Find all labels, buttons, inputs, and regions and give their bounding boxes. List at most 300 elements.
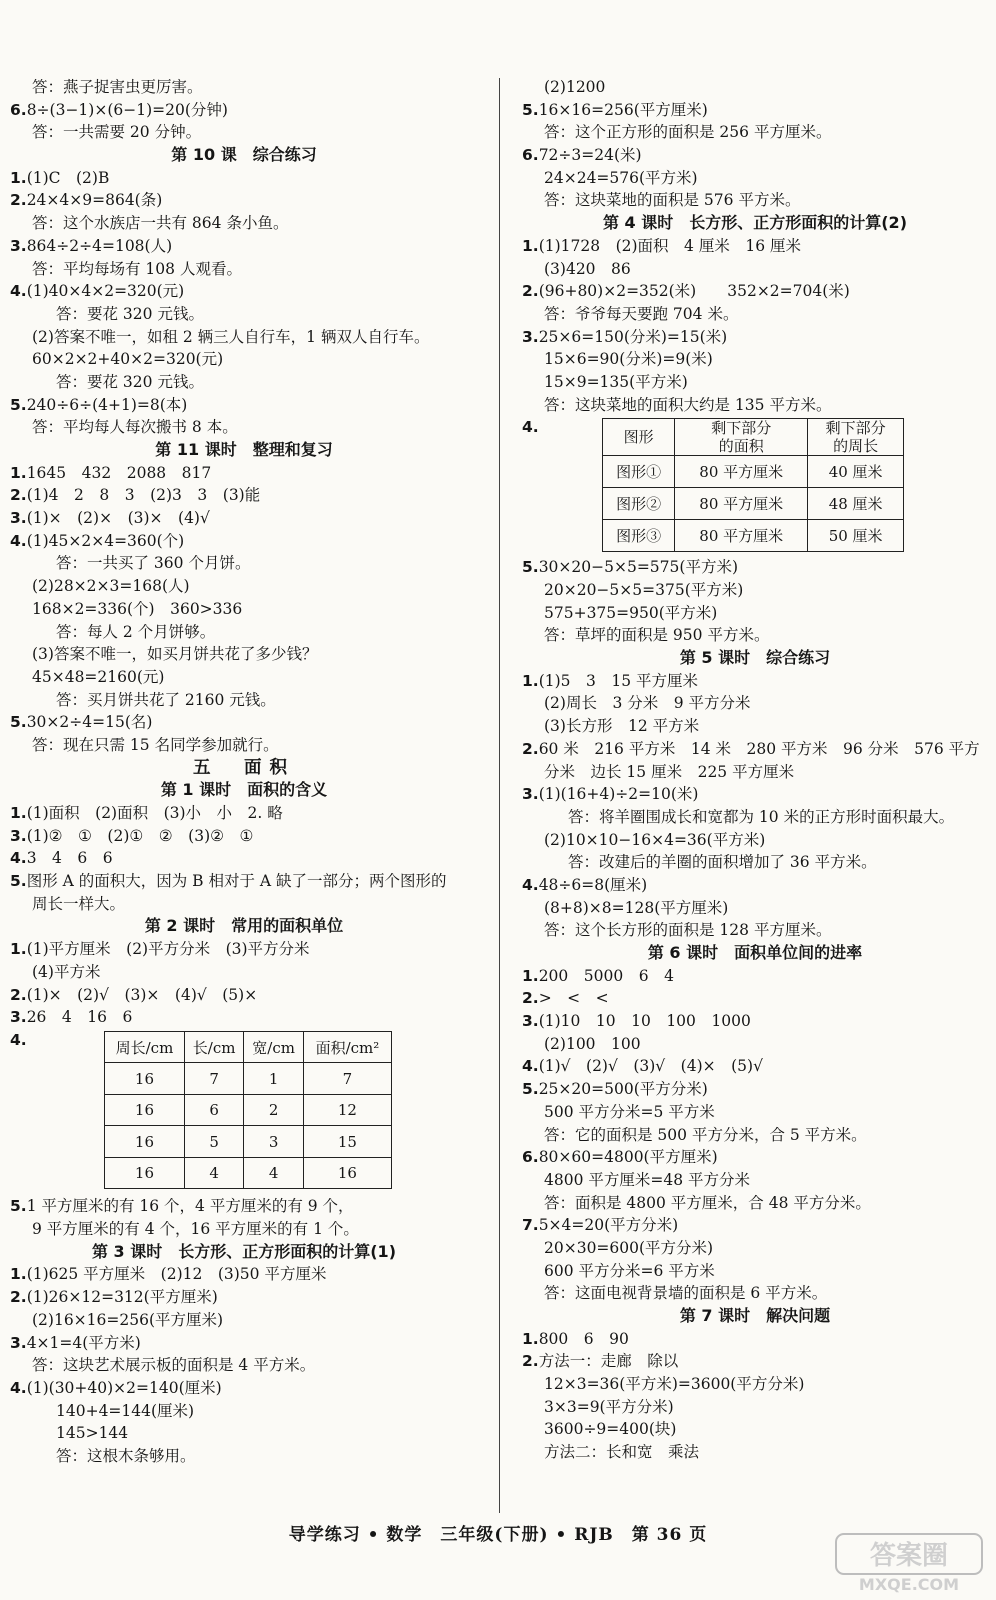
answer-line bbox=[522, 919, 988, 942]
question-number: 1. bbox=[522, 1329, 539, 1348]
question-number: 1. bbox=[10, 940, 27, 959]
answer-table-block bbox=[522, 418, 988, 552]
line-text: 16×16=256(平方厘米) bbox=[538, 100, 708, 119]
question-line bbox=[10, 1263, 478, 1286]
table-cell: 3 bbox=[244, 1126, 303, 1158]
question-line bbox=[10, 984, 478, 1007]
line-text: 答：这块菜地的面积大约是 135 平方米。 bbox=[544, 395, 832, 414]
line-text: 分米 边长 15 厘米 225 平方厘米 bbox=[544, 762, 795, 781]
line-text: 800 6 90 bbox=[538, 1329, 629, 1348]
answer-line bbox=[522, 394, 988, 417]
question-line bbox=[10, 938, 478, 961]
table-cell: 40 厘米 bbox=[808, 456, 904, 488]
answer-line bbox=[10, 734, 478, 757]
question-number: 6. bbox=[10, 100, 27, 119]
section-heading: 第 7 课时 解决问题 bbox=[679, 1306, 831, 1325]
table-row bbox=[603, 488, 904, 520]
answer-line bbox=[522, 715, 988, 738]
line-text: (1)C (2)B bbox=[26, 168, 110, 187]
question-line bbox=[10, 825, 478, 848]
table-row bbox=[603, 456, 904, 488]
line-text: 25×6=150(分米)=15(米) bbox=[538, 327, 728, 346]
line-text: 200 5000 6 4 bbox=[538, 966, 674, 985]
answer-line bbox=[522, 1033, 988, 1056]
line-text: 图形 A 的面积大，因为 B 相对于 A 缺了一部分；两个图形的 bbox=[26, 872, 447, 891]
question-number: 7. bbox=[522, 1216, 539, 1235]
question-line bbox=[522, 874, 988, 897]
line-text: 答：平均每场有 108 人观看。 bbox=[32, 259, 242, 278]
line-text: 答：将羊圈围成长和宽都为 10 米的正方形时面积最大。 bbox=[568, 807, 955, 826]
answer-line bbox=[10, 371, 478, 394]
question-number: 5. bbox=[10, 713, 27, 732]
question-line bbox=[10, 235, 478, 258]
line-text: 575+375=950(平方米) bbox=[544, 603, 718, 622]
table-cell: 6 bbox=[184, 1094, 243, 1126]
table-header-cell: 图形 bbox=[603, 419, 675, 456]
table-cell: 2 bbox=[244, 1094, 303, 1126]
line-text: 20×30=600(平方分米) bbox=[544, 1238, 714, 1257]
line-text: (3)长方形 12 平方米 bbox=[544, 717, 700, 736]
question-number: 3. bbox=[10, 826, 27, 845]
question-line bbox=[522, 783, 988, 806]
line-text: (1)5 3 15 平方厘米 bbox=[538, 671, 699, 690]
line-text: 周长一样大。 bbox=[32, 894, 126, 913]
line-text: 答：这个正方形的面积是 256 平方厘米。 bbox=[544, 123, 832, 142]
line-text: (1)45×2×4=360(个) bbox=[26, 531, 185, 550]
table-cell: 7 bbox=[303, 1063, 391, 1095]
question-number: 6. bbox=[522, 1148, 539, 1167]
line-text: (2)周长 3 分米 9 平方分米 bbox=[544, 694, 751, 713]
line-text: 答：平均每人每次搬书 8 本。 bbox=[32, 418, 238, 437]
question-line bbox=[522, 1328, 988, 1351]
line-text: 答：要花 320 元钱。 bbox=[56, 304, 204, 323]
table-cell: 16 bbox=[105, 1126, 185, 1158]
line-text: (2)16×16=256(平方厘米) bbox=[32, 1310, 224, 1329]
question-number: 5. bbox=[522, 100, 539, 119]
question-number: 4. bbox=[522, 418, 539, 437]
question-number: 5. bbox=[10, 872, 27, 891]
question-number: 5. bbox=[10, 395, 27, 414]
line-text: 答：燕子捉害虫更厉害。 bbox=[32, 78, 203, 96]
answer-line bbox=[10, 76, 478, 99]
section-heading: 第 11 课时 整理和复习 bbox=[155, 440, 333, 459]
question-line bbox=[522, 1146, 988, 1169]
table-cell: 图形② bbox=[603, 488, 675, 520]
question-number: 2. bbox=[522, 1352, 539, 1371]
answer-line bbox=[10, 666, 478, 689]
line-text: 答：爷爷每天要跑 704 米。 bbox=[544, 304, 739, 323]
line-text: (2)答案不唯一，如租 2 辆三人自行车，1 辆双人自行车。 bbox=[32, 327, 430, 346]
table-cell: 图形① bbox=[603, 456, 675, 488]
question-number: 5. bbox=[522, 558, 539, 577]
line-text: 答：每人 2 个月饼够。 bbox=[56, 622, 216, 641]
question-number: 2. bbox=[522, 739, 539, 758]
line-text: 24×24=576(平方米) bbox=[544, 168, 698, 187]
answer-line bbox=[522, 761, 988, 784]
question-line bbox=[10, 1286, 478, 1309]
line-text: 4800 平方厘米=48 平方分米 bbox=[544, 1170, 751, 1189]
line-text: 答：这块菜地的面积是 576 平方米。 bbox=[544, 191, 801, 210]
table-header-cell: 宽/cm bbox=[244, 1031, 303, 1063]
line-text: 30×2÷4=15(名) bbox=[26, 713, 153, 732]
answer-line bbox=[522, 602, 988, 625]
line-text: 45×48=2160(元) bbox=[32, 667, 165, 686]
line-text: 答：买月饼共花了 2160 元钱。 bbox=[56, 690, 276, 709]
line-text: (1)× (2)× (3)× (4)√ bbox=[26, 509, 210, 528]
line-text: 60×2×2+40×2=320(元) bbox=[32, 350, 224, 369]
line-text: (1)(16+4)÷2=10(米) bbox=[538, 785, 699, 804]
question-line bbox=[10, 462, 478, 485]
answer-line bbox=[522, 897, 988, 920]
answer-line bbox=[10, 348, 478, 371]
right-column bbox=[522, 76, 988, 1464]
line-text: 30×20−5×5=575(平方米) bbox=[538, 558, 738, 577]
line-text: (8+8)×8=128(平方厘米) bbox=[544, 898, 729, 917]
question-number: 4. bbox=[522, 875, 539, 894]
section-heading: 第 10 课 综合练习 bbox=[171, 145, 317, 165]
question-line bbox=[522, 1214, 988, 1237]
question-line bbox=[10, 280, 478, 303]
line-text: 240÷6÷(4+1)=8(本) bbox=[26, 395, 188, 414]
question-line bbox=[10, 394, 478, 417]
line-text: (1)② ① (2)① ② (3)② ① bbox=[26, 826, 254, 845]
line-text: (3)答案不唯一，如买月饼共花了多少钱？ bbox=[32, 645, 318, 664]
table-row bbox=[105, 1157, 392, 1189]
line-text: (1)10 10 10 100 1000 bbox=[538, 1012, 751, 1031]
table-cell: 16 bbox=[105, 1094, 185, 1126]
remaining-area-table bbox=[602, 418, 904, 552]
answer-line bbox=[10, 575, 478, 598]
answer-line bbox=[522, 371, 988, 394]
line-text: 5×4=20(平方分米) bbox=[538, 1216, 679, 1235]
section-heading: 第 3 课时 长方形、正方形面积的计算(1) bbox=[91, 1241, 397, 1261]
question-line bbox=[10, 189, 478, 212]
line-text: 600 平方分米=6 平方米 bbox=[544, 1261, 715, 1280]
table-cell: 5 bbox=[184, 1126, 243, 1158]
line-text: 500 平方分米=5 平方米 bbox=[544, 1102, 715, 1121]
question-number: 2. bbox=[522, 282, 539, 301]
question-line bbox=[522, 670, 988, 693]
question-number: 3. bbox=[522, 327, 539, 346]
question-line bbox=[522, 1010, 988, 1033]
line-text: (96+80)×2=352(米) 352×2=704(米) bbox=[538, 282, 850, 301]
svg-text:MXQE.COM: MXQE.COM bbox=[858, 1575, 960, 1594]
question-line bbox=[10, 99, 478, 122]
table-cell: 1 bbox=[244, 1063, 303, 1095]
line-text: 答：这个长方形的面积是 128 平方厘米。 bbox=[544, 921, 832, 940]
answer-line bbox=[10, 621, 478, 644]
question-number: 4. bbox=[10, 282, 27, 301]
line-text: 145>144 bbox=[56, 1424, 129, 1443]
line-text: 25×20=500(平方分米) bbox=[538, 1080, 708, 1099]
table-cell: 16 bbox=[105, 1063, 185, 1095]
svg-text:答案圈: 答案圈 bbox=[869, 1541, 949, 1571]
line-text: (1)26×12=312(平方厘米) bbox=[26, 1288, 218, 1307]
line-text: 1645 432 2088 817 bbox=[26, 463, 212, 482]
question-number: 1. bbox=[522, 671, 539, 690]
line-text: 20×20−5×5=375(平方米) bbox=[544, 581, 744, 599]
answer-line bbox=[522, 1418, 988, 1441]
question-line bbox=[522, 1055, 988, 1078]
question-line bbox=[522, 987, 988, 1010]
line-text: 方法一：走廊 除以 bbox=[538, 1352, 679, 1371]
section-heading: 第 5 课时 综合练习 bbox=[679, 648, 831, 668]
line-text: 48÷6=8(厘米) bbox=[538, 875, 648, 894]
line-text: 方法二：长和宽 乘法 bbox=[544, 1443, 700, 1462]
line-text: 9 平方厘米的有 4 个，16 平方厘米的有 1 个。 bbox=[32, 1220, 359, 1239]
question-line bbox=[522, 1350, 988, 1373]
answer-line bbox=[522, 121, 988, 144]
line-text: (1)× (2)√ (3)× (4)√ (5)× bbox=[26, 985, 258, 1004]
answer-line bbox=[10, 1309, 478, 1332]
answer-line bbox=[10, 1445, 478, 1468]
question-line bbox=[10, 507, 478, 530]
question-number: 4. bbox=[10, 531, 27, 550]
line-text: 答：要花 320 元钱。 bbox=[56, 372, 204, 391]
table-header-cell: 长/cm bbox=[184, 1031, 243, 1063]
table-cell: 7 bbox=[184, 1063, 243, 1095]
line-text: 答：这根木条够用。 bbox=[56, 1446, 196, 1465]
question-number: 1. bbox=[522, 236, 539, 255]
answer-line bbox=[522, 1192, 988, 1215]
table-cell: 4 bbox=[184, 1157, 243, 1189]
question-line bbox=[10, 167, 478, 190]
question-number: 1. bbox=[10, 168, 27, 187]
question-number: 2. bbox=[10, 1288, 27, 1307]
answer-line bbox=[522, 189, 988, 212]
answer-line bbox=[522, 1101, 988, 1124]
page-footer: 导学练习 • 数学 三年级(下册) • RJB 第 36 页 bbox=[288, 1525, 708, 1545]
question-number: 3. bbox=[10, 236, 27, 255]
answer-line bbox=[10, 598, 478, 621]
section-heading: 第 6 课时 面积单位间的进率 bbox=[647, 943, 863, 962]
line-text: (1)√ (2)√ (3)√ (4)× (5)√ bbox=[538, 1057, 763, 1076]
question-number: 5. bbox=[10, 1197, 27, 1216]
line-text: 60 米 216 平方米 14 米 280 平方米 96 分米 576 平方 bbox=[538, 739, 980, 758]
question-number: 4. bbox=[10, 1030, 27, 1049]
table-cell: 15 bbox=[303, 1126, 391, 1158]
question-line bbox=[10, 1006, 478, 1029]
line-text: > < < bbox=[538, 989, 609, 1008]
section-heading: 第 1 课时 面积的含义 bbox=[160, 780, 328, 800]
table-cell: 80 平方厘米 bbox=[675, 488, 808, 520]
line-text: (1)40×4×2=320(元) bbox=[26, 282, 185, 301]
question-number: 1. bbox=[10, 804, 27, 822]
table-cell: 50 厘米 bbox=[808, 520, 904, 552]
line-text: 864÷2÷4=108(人) bbox=[26, 236, 173, 255]
table-cell: 16 bbox=[303, 1157, 391, 1189]
question-number: 3. bbox=[10, 1333, 27, 1352]
answer-line bbox=[10, 303, 478, 326]
answer-line bbox=[10, 416, 478, 439]
answer-line bbox=[522, 1282, 988, 1305]
question-line bbox=[522, 556, 988, 579]
left-column bbox=[10, 76, 478, 1468]
answer-line bbox=[10, 893, 478, 916]
answer-line bbox=[522, 1169, 988, 1192]
answer-line bbox=[522, 1260, 988, 1283]
question-number: 1. bbox=[10, 463, 27, 482]
line-text: 80×60=4800(平方厘米) bbox=[538, 1148, 718, 1167]
line-text: 26 4 16 6 bbox=[26, 1008, 133, 1027]
question-number: 4. bbox=[522, 1057, 539, 1076]
question-number: 3. bbox=[10, 509, 27, 528]
line-text: 3×3=9(平方分米) bbox=[544, 1397, 674, 1416]
question-line bbox=[10, 1332, 478, 1355]
question-line bbox=[522, 1078, 988, 1101]
table-cell: 16 bbox=[105, 1157, 185, 1189]
line-text: 答：面积是 4800 平方厘米，合 48 平方分米。 bbox=[544, 1193, 871, 1212]
table-cell: 4 bbox=[244, 1157, 303, 1189]
answer-line bbox=[10, 961, 478, 984]
question-number: 2. bbox=[10, 191, 27, 210]
question-number: 4. bbox=[10, 849, 27, 868]
question-line bbox=[522, 965, 988, 988]
line-text: 答：改建后的羊圈的面积增加了 36 平方米。 bbox=[568, 853, 877, 872]
answer-line bbox=[522, 1237, 988, 1260]
question-line bbox=[522, 99, 988, 122]
answer-line bbox=[522, 692, 988, 715]
table-header-cell: 剩下部分 的周长 bbox=[808, 419, 904, 456]
question-line bbox=[522, 144, 988, 167]
question-number: 2. bbox=[10, 486, 27, 505]
line-text: (1)(30+40)×2=140(厘米) bbox=[26, 1378, 222, 1397]
question-number: 3. bbox=[522, 1012, 539, 1031]
table-cell: 80 平方厘米 bbox=[675, 520, 808, 552]
line-text: (1)面积 (2)面积 (3)小 小 2. 略 bbox=[26, 804, 283, 822]
line-text: 12×3=36(平方米)=3600(平方分米) bbox=[544, 1375, 805, 1394]
line-text: 答：这块艺术展示板的面积是 4 平方米。 bbox=[32, 1356, 316, 1375]
question-line bbox=[522, 235, 988, 258]
answer-line bbox=[10, 326, 478, 349]
question-line bbox=[522, 326, 988, 349]
answer-line bbox=[522, 1396, 988, 1419]
question-line bbox=[10, 1195, 478, 1218]
line-text: 答：一共买了 360 个月饼。 bbox=[56, 554, 251, 573]
answer-line bbox=[522, 258, 988, 281]
question-line bbox=[10, 1377, 478, 1400]
answer-table-block bbox=[10, 1031, 478, 1190]
answer-line bbox=[10, 1422, 478, 1445]
line-text: 8÷(3−1)×(6−1)=20(分钟) bbox=[26, 100, 228, 119]
table-header-cell: 剩下部分 的面积 bbox=[675, 419, 808, 456]
line-text: 答：它的面积是 500 平方分米，合 5 平方米。 bbox=[544, 1125, 867, 1144]
question-number: 5. bbox=[522, 1080, 539, 1099]
line-text: (2)10×10−16×4=36(平方米) bbox=[544, 830, 766, 849]
table-cell: 图形③ bbox=[603, 520, 675, 552]
question-number: 6. bbox=[522, 146, 539, 165]
question-line bbox=[10, 711, 478, 734]
line-text: (1)4 2 8 3 (2)3 3 (3)能 bbox=[26, 486, 261, 505]
section-heading: 第 4 课时 长方形、正方形面积的计算(2) bbox=[602, 213, 908, 233]
line-text: (2)100 100 bbox=[544, 1034, 641, 1053]
line-text: 答：现在只需 15 名同学参加就行。 bbox=[32, 735, 279, 754]
answer-line bbox=[10, 258, 478, 281]
answer-line bbox=[522, 1373, 988, 1396]
line-text: 168×2=336(个) 360>336 bbox=[32, 599, 243, 618]
answer-line bbox=[10, 1354, 478, 1377]
question-number: 4. bbox=[10, 1378, 27, 1397]
line-text: (3)420 86 bbox=[544, 259, 631, 278]
answer-line bbox=[10, 212, 478, 235]
question-line bbox=[10, 847, 478, 870]
table-row bbox=[105, 1063, 392, 1095]
line-text: 72÷3=24(米) bbox=[538, 146, 642, 165]
table-cell: 80 平方厘米 bbox=[675, 456, 808, 488]
answer-line bbox=[10, 1400, 478, 1423]
line-text: (4)平方米 bbox=[32, 962, 101, 981]
question-number: 3. bbox=[522, 785, 539, 804]
question-line bbox=[522, 280, 988, 303]
answer-line bbox=[522, 851, 988, 874]
answer-line bbox=[10, 1218, 478, 1241]
answer-line bbox=[522, 806, 988, 829]
question-line bbox=[10, 484, 478, 507]
question-line bbox=[522, 738, 988, 761]
unit-title: 五 面积 bbox=[193, 757, 295, 778]
question-line bbox=[10, 530, 478, 553]
question-line bbox=[10, 802, 478, 825]
line-text: 答：这个水族店一共有 864 条小鱼。 bbox=[32, 214, 289, 233]
line-text: (2)1200 bbox=[544, 78, 606, 96]
line-text: 140+4=144(厘米) bbox=[56, 1401, 195, 1420]
line-text: (1)1728 (2)面积 4 厘米 16 厘米 bbox=[538, 236, 801, 255]
question-number: 2. bbox=[522, 989, 539, 1008]
line-text: 15×9=135(平方米) bbox=[544, 372, 688, 391]
question-number: 2. bbox=[10, 985, 27, 1004]
line-text: 3600÷9=400(块) bbox=[544, 1420, 677, 1439]
watermark-logo bbox=[834, 1532, 984, 1594]
table-header-cell: 面积/cm² bbox=[303, 1031, 391, 1063]
section-heading: 第 2 课时 常用的面积单位 bbox=[144, 916, 344, 936]
answer-line bbox=[10, 689, 478, 712]
question-number: 1. bbox=[10, 1265, 27, 1284]
line-text: 答：一共需要 20 分钟。 bbox=[32, 123, 202, 142]
table-row bbox=[105, 1126, 392, 1158]
table-row bbox=[105, 1094, 392, 1126]
answer-line bbox=[10, 552, 478, 575]
line-text: 15×6=90(分米)=9(米) bbox=[544, 350, 713, 369]
table-cell: 12 bbox=[303, 1094, 391, 1126]
line-text: 3 4 6 6 bbox=[26, 849, 113, 868]
table-header-cell: 周长/cm bbox=[105, 1031, 185, 1063]
line-text: 24×4×9=864(条) bbox=[26, 191, 163, 210]
line-text: (2)28×2×3=168(人) bbox=[32, 577, 190, 596]
answer-line bbox=[522, 348, 988, 371]
line-text: (1)625 平方厘米 (2)12 (3)50 平方厘米 bbox=[26, 1265, 327, 1284]
question-number: 3. bbox=[10, 1008, 27, 1027]
perimeter-area-table bbox=[104, 1031, 392, 1190]
line-text: 4×1=4(平方米) bbox=[26, 1333, 141, 1352]
answer-line bbox=[522, 829, 988, 852]
answer-line bbox=[522, 1441, 988, 1464]
answer-line bbox=[522, 1124, 988, 1147]
line-text: 1 平方厘米的有 16 个，4 平方厘米的有 9 个， bbox=[26, 1197, 354, 1216]
line-text: 答：草坪的面积是 950 平方米。 bbox=[544, 626, 770, 645]
question-line bbox=[10, 870, 478, 893]
answer-line bbox=[10, 121, 478, 144]
answer-line bbox=[522, 303, 988, 326]
line-text: (1)平方厘米 (2)平方分米 (3)平方分米 bbox=[26, 940, 310, 959]
answer-line bbox=[522, 579, 988, 602]
answer-line bbox=[522, 624, 988, 647]
question-number: 1. bbox=[522, 966, 539, 985]
line-text: 答：这面电视背景墙的面积是 6 平方米。 bbox=[544, 1284, 828, 1303]
column-divider bbox=[499, 78, 500, 1513]
table-row bbox=[603, 520, 904, 552]
table-cell: 48 厘米 bbox=[808, 488, 904, 520]
answer-line bbox=[10, 643, 478, 666]
